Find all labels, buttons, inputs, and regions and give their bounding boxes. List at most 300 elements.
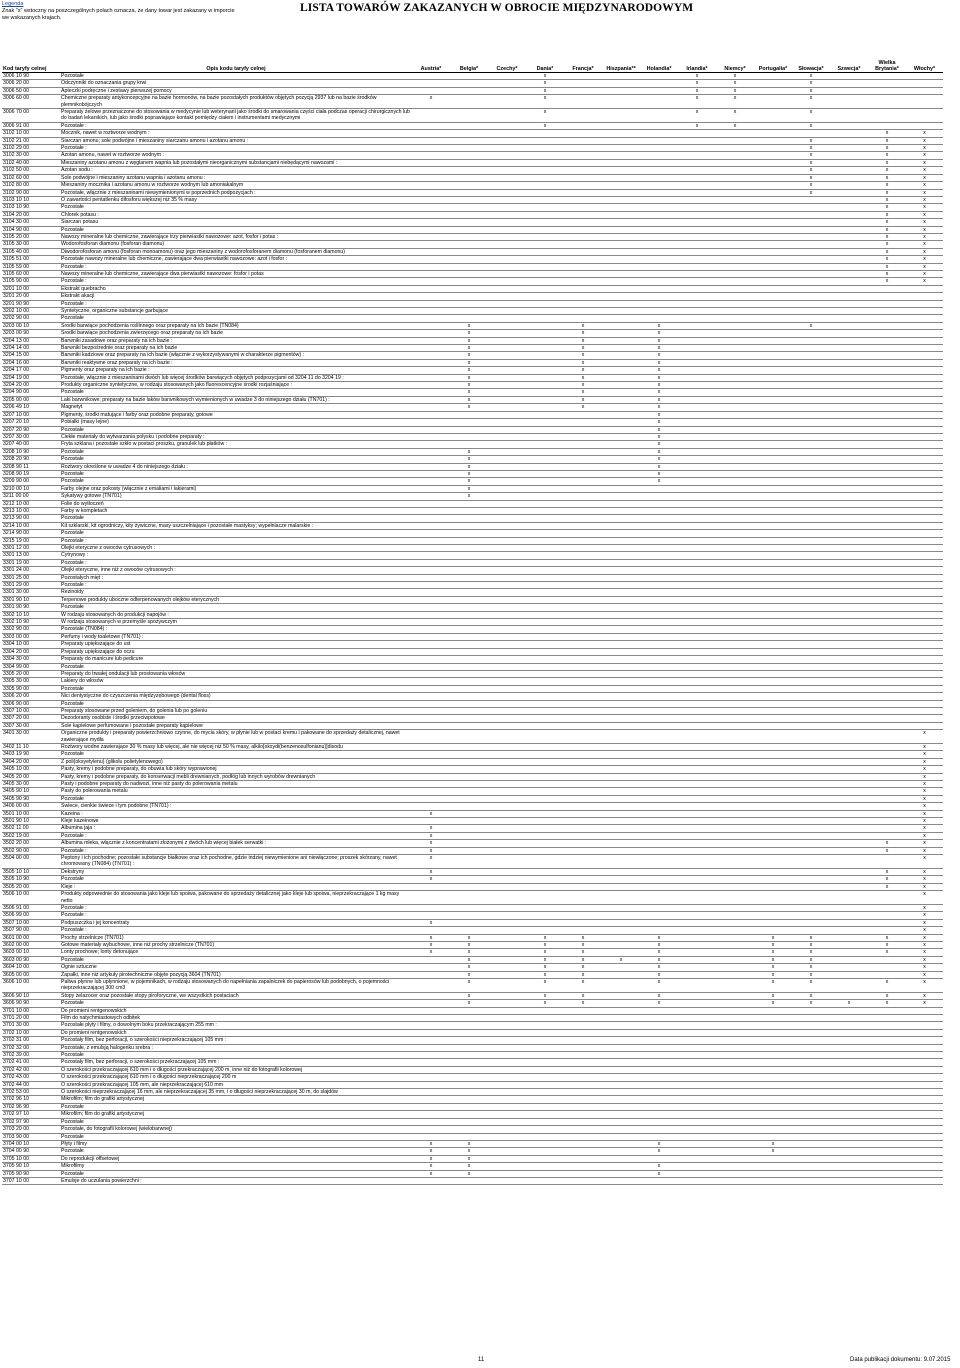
country-mark-cell <box>716 285 754 292</box>
country-mark-cell <box>602 95 640 109</box>
country-mark-cell <box>678 211 716 218</box>
country-mark-cell <box>640 1044 678 1051</box>
country-mark-cell: x <box>906 152 943 159</box>
country-mark-cell <box>640 648 678 655</box>
country-mark-cell <box>678 1140 716 1147</box>
country-mark-cell <box>754 256 792 263</box>
country-mark-cell <box>678 485 716 492</box>
country-mark-cell <box>868 678 906 685</box>
country-mark-cell <box>906 448 943 455</box>
country-mark-cell <box>564 470 602 477</box>
country-mark-cell <box>412 196 450 203</box>
tariff-description-cell: Chemiczne preparaty antykoncepcyjne na bazie hormonów, na bazie pozostałych produktów objętych pozycją 2937 lub na bazie środków plemnikobójczych <box>60 95 412 109</box>
country-mark-cell: x <box>526 122 564 129</box>
country-mark-cell <box>640 1022 678 1029</box>
country-mark-cell <box>754 788 792 795</box>
country-mark-cell <box>526 626 564 633</box>
country-mark-cell <box>640 552 678 559</box>
country-mark-cell: x <box>640 330 678 337</box>
tariff-description-cell: Pozostałe <box>60 456 412 463</box>
country-mark-cell <box>792 730 830 744</box>
tariff-description-cell: Pozostałe : <box>60 537 412 544</box>
tariff-description-cell: Folie do wytłoczeń <box>60 500 412 507</box>
country-mark-cell <box>678 648 716 655</box>
country-mark-cell <box>564 927 602 934</box>
country-mark-cell <box>526 722 564 729</box>
country-mark-cell <box>830 189 868 196</box>
country-mark-cell <box>602 226 640 233</box>
country-mark-cell <box>830 404 868 411</box>
country-mark-cell: x <box>412 1155 450 1162</box>
country-mark-cell <box>602 1074 640 1081</box>
country-mark-cell <box>868 626 906 633</box>
country-mark-cell <box>716 300 754 307</box>
country-mark-cell <box>716 876 754 883</box>
country-mark-cell <box>488 1022 526 1029</box>
country-mark-cell: x <box>450 493 488 500</box>
country-mark-cell <box>830 73 868 80</box>
country-mark-cell <box>564 1015 602 1022</box>
country-mark-cell <box>602 803 640 810</box>
country-mark-cell: x <box>678 87 716 94</box>
country-mark-cell <box>678 611 716 618</box>
col-header: Belgia* <box>450 58 488 73</box>
country-mark-cell <box>678 1007 716 1014</box>
country-mark-cell <box>754 781 792 788</box>
country-mark-cell <box>640 80 678 87</box>
country-mark-cell <box>488 241 526 248</box>
country-mark-cell <box>602 904 640 911</box>
country-mark-cell <box>678 426 716 433</box>
country-mark-cell: x <box>412 840 450 847</box>
country-mark-cell <box>792 919 830 926</box>
country-mark-cell: x <box>640 411 678 418</box>
country-mark-cell <box>716 596 754 603</box>
country-mark-cell <box>488 574 526 581</box>
country-mark-cell <box>868 500 906 507</box>
legend-title[interactable]: Legenda <box>2 1 24 7</box>
country-mark-cell <box>830 832 868 839</box>
country-mark-cell <box>716 934 754 941</box>
country-mark-cell <box>906 1118 943 1125</box>
country-mark-cell: x <box>450 956 488 963</box>
country-mark-cell <box>678 891 716 905</box>
country-mark-cell <box>488 1103 526 1110</box>
country-mark-cell: x <box>792 978 830 992</box>
country-mark-cell <box>906 285 943 292</box>
country-mark-cell <box>564 1044 602 1051</box>
country-mark-cell <box>754 589 792 596</box>
country-mark-cell <box>488 904 526 911</box>
country-mark-cell <box>450 788 488 795</box>
country-mark-cell <box>412 1081 450 1088</box>
country-mark-cell <box>678 722 716 729</box>
country-mark-cell <box>754 582 792 589</box>
country-mark-cell <box>412 233 450 240</box>
country-mark-cell <box>868 404 906 411</box>
table-row <box>2 204 943 211</box>
country-mark-cell <box>906 337 943 344</box>
country-mark-cell <box>716 278 754 285</box>
country-mark-cell <box>906 441 943 448</box>
col-header: Czechy* <box>488 58 526 73</box>
country-mark-cell <box>526 359 564 366</box>
country-mark-cell <box>792 300 830 307</box>
table-row <box>2 964 943 971</box>
table-row <box>2 1081 943 1088</box>
country-mark-cell <box>412 300 450 307</box>
country-mark-cell <box>640 559 678 566</box>
country-mark-cell <box>412 122 450 129</box>
country-mark-cell <box>830 722 868 729</box>
country-mark-cell <box>830 574 868 581</box>
country-mark-cell <box>450 130 488 137</box>
country-mark-cell <box>564 685 602 692</box>
country-mark-cell <box>792 1118 830 1125</box>
country-mark-cell <box>602 196 640 203</box>
table-row <box>2 574 943 581</box>
tariff-code-cell: 3603 00 10 <box>2 949 60 956</box>
country-mark-cell <box>716 648 754 655</box>
country-mark-cell <box>450 211 488 218</box>
country-mark-cell <box>602 337 640 344</box>
country-mark-cell <box>602 840 640 847</box>
country-mark-cell <box>450 611 488 618</box>
country-mark-cell <box>640 1126 678 1133</box>
tariff-description-cell: Pozostałe <box>60 315 412 322</box>
country-mark-cell <box>488 1163 526 1170</box>
country-mark-cell <box>830 855 868 869</box>
country-mark-cell <box>830 256 868 263</box>
country-mark-cell <box>412 204 450 211</box>
country-mark-cell <box>868 656 906 663</box>
country-mark-cell: x <box>564 956 602 963</box>
country-mark-cell <box>640 626 678 633</box>
country-mark-cell <box>754 174 792 181</box>
country-mark-cell <box>754 604 792 611</box>
country-mark-cell <box>412 670 450 677</box>
tariff-description-cell: Mocznik, nawet w roztworze wodnym : <box>60 130 412 137</box>
country-mark-cell <box>678 1177 716 1184</box>
country-mark-cell <box>716 1177 754 1184</box>
country-mark-cell <box>678 1133 716 1140</box>
country-mark-cell <box>792 633 830 640</box>
country-mark-cell: x <box>640 345 678 352</box>
tariff-code-cell: 3301 19 00 <box>2 559 60 566</box>
country-mark-cell <box>678 1015 716 1022</box>
tariff-code-cell: 3301 30 00 <box>2 589 60 596</box>
country-mark-cell <box>716 685 754 692</box>
country-mark-cell <box>526 1118 564 1125</box>
country-mark-cell <box>716 1007 754 1014</box>
country-mark-cell <box>412 337 450 344</box>
country-mark-cell <box>754 552 792 559</box>
tariff-code-cell: 3506 91 00 <box>2 904 60 911</box>
country-mark-cell: x <box>868 978 906 992</box>
country-mark-cell <box>526 1059 564 1066</box>
country-mark-cell: x <box>792 971 830 978</box>
country-mark-cell <box>792 743 830 750</box>
country-mark-cell <box>716 189 754 196</box>
country-mark-cell <box>564 500 602 507</box>
tariff-code-cell: 3502 19 00 <box>2 832 60 839</box>
country-mark-cell <box>450 315 488 322</box>
country-mark-cell <box>526 233 564 240</box>
country-mark-cell <box>830 656 868 663</box>
country-mark-cell <box>564 1103 602 1110</box>
country-mark-cell: x <box>450 1000 488 1007</box>
country-mark-cell <box>564 411 602 418</box>
country-mark-cell <box>412 485 450 492</box>
country-mark-cell <box>450 919 488 926</box>
tariff-code-cell: 3203 00 90 <box>2 330 60 337</box>
country-mark-cell <box>564 530 602 537</box>
tariff-code-cell: 3703 20 00 <box>2 1126 60 1133</box>
country-mark-cell: x <box>906 182 943 189</box>
country-mark-cell <box>450 670 488 677</box>
country-mark-cell <box>678 619 716 626</box>
country-mark-cell <box>830 730 868 744</box>
country-mark-cell <box>792 456 830 463</box>
country-mark-cell <box>678 396 716 403</box>
country-mark-cell <box>678 345 716 352</box>
country-mark-cell <box>678 868 716 875</box>
country-mark-cell <box>830 685 868 692</box>
country-mark-cell <box>678 663 716 670</box>
country-mark-cell <box>792 285 830 292</box>
country-mark-cell <box>868 537 906 544</box>
country-mark-cell <box>678 337 716 344</box>
country-mark-cell <box>906 693 943 700</box>
country-mark-cell <box>678 367 716 374</box>
country-mark-cell: x <box>868 145 906 152</box>
country-mark-cell: x <box>906 145 943 152</box>
country-mark-cell <box>868 1081 906 1088</box>
country-mark-cell <box>564 226 602 233</box>
country-mark-cell <box>754 751 792 758</box>
country-mark-cell <box>906 1103 943 1110</box>
tariff-code-cell: 3307 30 00 <box>2 722 60 729</box>
country-mark-cell <box>602 456 640 463</box>
country-mark-cell <box>564 788 602 795</box>
country-mark-cell <box>488 382 526 389</box>
country-mark-cell <box>602 941 640 948</box>
table-row <box>2 788 943 795</box>
country-mark-cell <box>488 941 526 948</box>
table-row <box>2 167 943 174</box>
country-mark-cell <box>716 1140 754 1147</box>
country-mark-cell <box>716 315 754 322</box>
country-mark-cell <box>526 678 564 685</box>
country-mark-cell <box>754 1096 792 1103</box>
country-mark-cell <box>526 263 564 270</box>
country-mark-cell <box>754 507 792 514</box>
country-mark-cell <box>792 883 830 890</box>
country-mark-cell <box>488 795 526 802</box>
country-mark-cell: x <box>450 934 488 941</box>
country-mark-cell: x <box>412 832 450 839</box>
country-mark-cell <box>830 883 868 890</box>
tariff-code-cell: 3406 00 00 <box>2 803 60 810</box>
country-mark-cell: x <box>868 233 906 240</box>
country-mark-cell <box>678 1044 716 1051</box>
country-mark-cell <box>526 1170 564 1177</box>
table-row <box>2 781 943 788</box>
country-mark-cell <box>412 693 450 700</box>
country-mark-cell <box>640 137 678 144</box>
country-mark-cell: x <box>450 330 488 337</box>
country-mark-cell <box>640 174 678 181</box>
table-row <box>2 389 943 396</box>
tariff-code-cell: 3215 19 00 <box>2 537 60 544</box>
country-mark-cell <box>564 441 602 448</box>
tariff-description-cell: Nici dentystyczne do czyszczenia międzyzębowego (dental floss) <box>60 693 412 700</box>
country-mark-cell <box>754 470 792 477</box>
country-mark-cell <box>602 795 640 802</box>
country-mark-cell <box>716 152 754 159</box>
country-mark-cell <box>716 522 754 529</box>
country-mark-cell <box>678 293 716 300</box>
country-mark-cell <box>906 345 943 352</box>
country-mark-cell <box>640 715 678 722</box>
country-mark-cell <box>678 226 716 233</box>
country-mark-cell <box>868 1029 906 1036</box>
country-mark-cell <box>678 1022 716 1029</box>
country-mark-cell: x <box>792 87 830 94</box>
table-row <box>2 810 943 817</box>
country-mark-cell <box>716 971 754 978</box>
country-mark-cell <box>716 1111 754 1118</box>
country-mark-cell <box>906 374 943 381</box>
country-mark-cell <box>792 330 830 337</box>
country-mark-cell <box>488 964 526 971</box>
country-mark-cell <box>488 137 526 144</box>
country-mark-cell <box>488 1074 526 1081</box>
table-row <box>2 174 943 181</box>
country-mark-cell <box>716 868 754 875</box>
tariff-description-cell: Pozostałe <box>60 1000 412 1007</box>
country-mark-cell <box>526 773 564 780</box>
country-mark-cell <box>830 559 868 566</box>
country-mark-cell <box>678 788 716 795</box>
country-mark-cell: x <box>906 1000 943 1007</box>
country-mark-cell <box>754 670 792 677</box>
table-row <box>2 1140 943 1147</box>
tariff-description-cell: Cytrynowy : <box>60 552 412 559</box>
country-mark-cell <box>830 1037 868 1044</box>
country-mark-cell <box>754 1163 792 1170</box>
country-mark-cell <box>526 196 564 203</box>
country-mark-cell <box>716 478 754 485</box>
country-mark-cell <box>678 433 716 440</box>
country-mark-cell <box>792 226 830 233</box>
country-mark-cell <box>906 1163 943 1170</box>
country-mark-cell: x <box>906 956 943 963</box>
country-mark-cell <box>792 656 830 663</box>
table-row <box>2 693 943 700</box>
country-mark-cell: x <box>906 919 943 926</box>
country-mark-cell <box>868 619 906 626</box>
table-row <box>2 855 943 869</box>
country-mark-cell <box>526 1096 564 1103</box>
country-mark-cell <box>488 270 526 277</box>
country-mark-cell <box>564 256 602 263</box>
country-mark-cell <box>792 463 830 470</box>
country-mark-cell <box>450 1007 488 1014</box>
table-row <box>2 441 943 448</box>
country-mark-cell <box>906 589 943 596</box>
country-mark-cell <box>564 196 602 203</box>
table-row <box>2 352 943 359</box>
tariff-description-cell: Rezinoidy <box>60 589 412 596</box>
country-mark-cell <box>830 992 868 999</box>
table-row <box>2 219 943 226</box>
country-mark-cell <box>412 1022 450 1029</box>
tariff-description-cell: Pozostałe <box>60 663 412 670</box>
country-mark-cell <box>602 633 640 640</box>
country-mark-cell <box>678 693 716 700</box>
country-mark-cell <box>830 433 868 440</box>
country-mark-cell <box>678 795 716 802</box>
country-mark-cell <box>754 1029 792 1036</box>
country-mark-cell <box>830 604 868 611</box>
country-mark-cell <box>602 367 640 374</box>
country-mark-cell <box>792 470 830 477</box>
country-mark-cell <box>830 693 868 700</box>
country-mark-cell <box>640 847 678 854</box>
country-mark-cell <box>488 604 526 611</box>
country-mark-cell <box>640 95 678 109</box>
country-mark-cell <box>450 233 488 240</box>
country-mark-cell <box>450 1081 488 1088</box>
document-title: LISTA TOWARÓW ZAKAZANYCH W OBROCIE MIĘDZYNARODOWYM <box>300 2 694 14</box>
country-mark-cell <box>678 1111 716 1118</box>
country-mark-cell <box>602 751 640 758</box>
tariff-description-cell: Preparaty upiększające do ust <box>60 641 412 648</box>
country-mark-cell <box>526 1133 564 1140</box>
country-mark-cell <box>412 87 450 94</box>
country-mark-cell <box>450 530 488 537</box>
tariff-code-cell: 3210 00 10 <box>2 485 60 492</box>
table-row <box>2 971 943 978</box>
country-mark-cell <box>754 478 792 485</box>
country-mark-cell <box>412 730 450 744</box>
country-mark-cell <box>640 611 678 618</box>
country-mark-cell <box>792 810 830 817</box>
country-mark-cell <box>868 433 906 440</box>
tariff-code-cell: 3705 90 90 <box>2 1170 60 1177</box>
country-mark-cell <box>906 611 943 618</box>
country-mark-cell <box>678 855 716 869</box>
country-mark-cell: x <box>412 1140 450 1147</box>
country-mark-cell <box>830 840 868 847</box>
country-mark-cell <box>412 1096 450 1103</box>
country-mark-cell: x <box>868 992 906 999</box>
country-mark-cell <box>754 715 792 722</box>
country-mark-cell <box>716 1066 754 1073</box>
table-row <box>2 1118 943 1125</box>
country-mark-cell <box>792 1059 830 1066</box>
country-mark-cell <box>488 582 526 589</box>
country-mark-cell <box>488 1059 526 1066</box>
country-mark-cell: x <box>906 818 943 825</box>
country-mark-cell <box>526 1140 564 1147</box>
country-mark-cell <box>450 1126 488 1133</box>
country-mark-cell <box>754 927 792 934</box>
country-mark-cell <box>640 567 678 574</box>
country-mark-cell: x <box>868 270 906 277</box>
country-mark-cell <box>868 912 906 919</box>
